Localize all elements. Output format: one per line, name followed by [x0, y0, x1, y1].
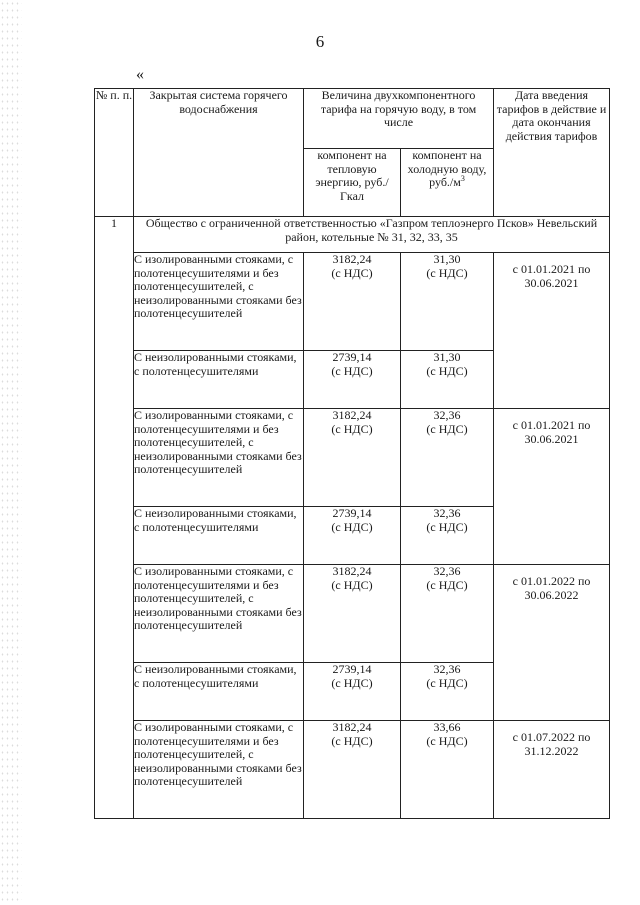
cold-component-value [401, 409, 494, 507]
cold-vat-note: (с НДС) [426, 675, 468, 690]
effective-dates: с 01.01.2021 по 30.06.2021 [494, 253, 610, 409]
cold-component-value [401, 351, 494, 409]
heat-value: 2739,14 [332, 506, 372, 520]
cold-component-value [401, 507, 494, 565]
effective-dates: с 01.01.2022 по 30.06.2022 [494, 565, 610, 721]
heat-value: 3182,24 [332, 564, 372, 578]
row-number: 1 [95, 217, 134, 819]
header-row-top [95, 89, 610, 149]
heat-value: 3182,24 [332, 252, 372, 266]
header-system: Закрытая система горячего водоснабжения [134, 89, 304, 217]
cold-vat-note: (с НДС) [426, 519, 468, 534]
cold-value: 31,30 [433, 252, 461, 266]
tariff-row [95, 721, 610, 819]
cold-value: 31,30 [433, 350, 461, 364]
system-description: С изолированными стояками, с полотенцесушителями и без полотенцесушителей, с неизолированными стояками без полотенцесушителей [134, 721, 304, 819]
header-num: № п. п. [95, 89, 134, 217]
heat-vat-note: (с НДС) [331, 577, 373, 592]
system-description: С неизолированными стояками, с полотенцесушителями [134, 351, 304, 409]
tariff-row [95, 565, 610, 663]
header-tariff: Величина двухкомпонентного тарифа на горячую воду, в том числе [304, 89, 494, 149]
heat-value: 3182,24 [332, 720, 372, 734]
cold-value: 32,36 [433, 564, 461, 578]
heat-component-value [304, 565, 401, 663]
heat-vat-note: (с НДС) [331, 421, 373, 436]
header-cold [401, 149, 494, 217]
cold-component-value [401, 565, 494, 663]
organization-row [95, 217, 610, 253]
system-description: С изолированными стояками, с полотенцесушителями и без полотенцесушителей, с неизолированными стояками без полотенцесушителей [134, 565, 304, 663]
page-number: 6 [315, 32, 325, 51]
cold-component-value [401, 663, 494, 721]
heat-value: 2739,14 [332, 662, 372, 676]
heat-vat-note: (с НДС) [331, 675, 373, 690]
heat-component-value [304, 351, 401, 409]
system-description: С изолированными стояками, с полотенцесушителями и без полотенцесушителей, с неизолированными стояками без полотенцесушителей [134, 409, 304, 507]
tariff-row [95, 253, 610, 351]
cold-value: 33,66 [433, 720, 461, 734]
header-heat: компонент на тепловую энергию, руб./Гкал [304, 149, 401, 217]
system-description: С неизолированными стояками, с полотенцесушителями [134, 507, 304, 565]
heat-value: 3182,24 [332, 408, 372, 422]
cold-vat-note: (с НДС) [426, 265, 468, 280]
cold-vat-note: (с НДС) [426, 421, 468, 436]
system-description: С изолированными стояками, с полотенцесушителями и без полотенцесушителей, с неизолированными стояками без полотенцесушителей [134, 253, 304, 351]
cold-value: 32,36 [433, 662, 461, 676]
organization-name: Общество с ограниченной ответственностью «Газпром теплоэнерго Псков» Невельский район, котельные № 31, 32, 33, 35 [134, 217, 610, 253]
scan-edge-noise [0, 0, 22, 905]
heat-component-value [304, 721, 401, 819]
cold-value: 32,36 [433, 408, 461, 422]
tariff-table [94, 88, 610, 819]
header-cold-text: компонент на холодную воду, руб./м [407, 148, 487, 189]
cold-component-value [401, 721, 494, 819]
tariff-row [95, 409, 610, 507]
header-cold-sup: 3 [460, 174, 465, 183]
header-dates: Дата введения тарифов в действие и дата окончания действия тарифов [494, 89, 610, 217]
heat-component-value [304, 507, 401, 565]
heat-component-value [304, 663, 401, 721]
heat-value: 2739,14 [332, 350, 372, 364]
heat-component-value [304, 409, 401, 507]
cold-vat-note: (с НДС) [426, 577, 468, 592]
cold-vat-note: (с НДС) [426, 363, 468, 378]
cold-value: 32,36 [433, 506, 461, 520]
system-description: С неизолированными стояками, с полотенцесушителями [134, 663, 304, 721]
effective-dates: с 01.07.2022 по 31.12.2022 [494, 721, 610, 819]
heat-vat-note: (с НДС) [331, 733, 373, 748]
heat-vat-note: (с НДС) [331, 265, 373, 280]
tariff-table-body [95, 89, 610, 819]
heat-component-value [304, 253, 401, 351]
cold-vat-note: (с НДС) [426, 733, 468, 748]
heat-vat-note: (с НДС) [331, 363, 373, 378]
cold-component-value [401, 253, 494, 351]
effective-dates: с 01.01.2021 по 30.06.2021 [494, 409, 610, 565]
opening-quote: « [136, 66, 144, 83]
heat-vat-note: (с НДС) [331, 519, 373, 534]
